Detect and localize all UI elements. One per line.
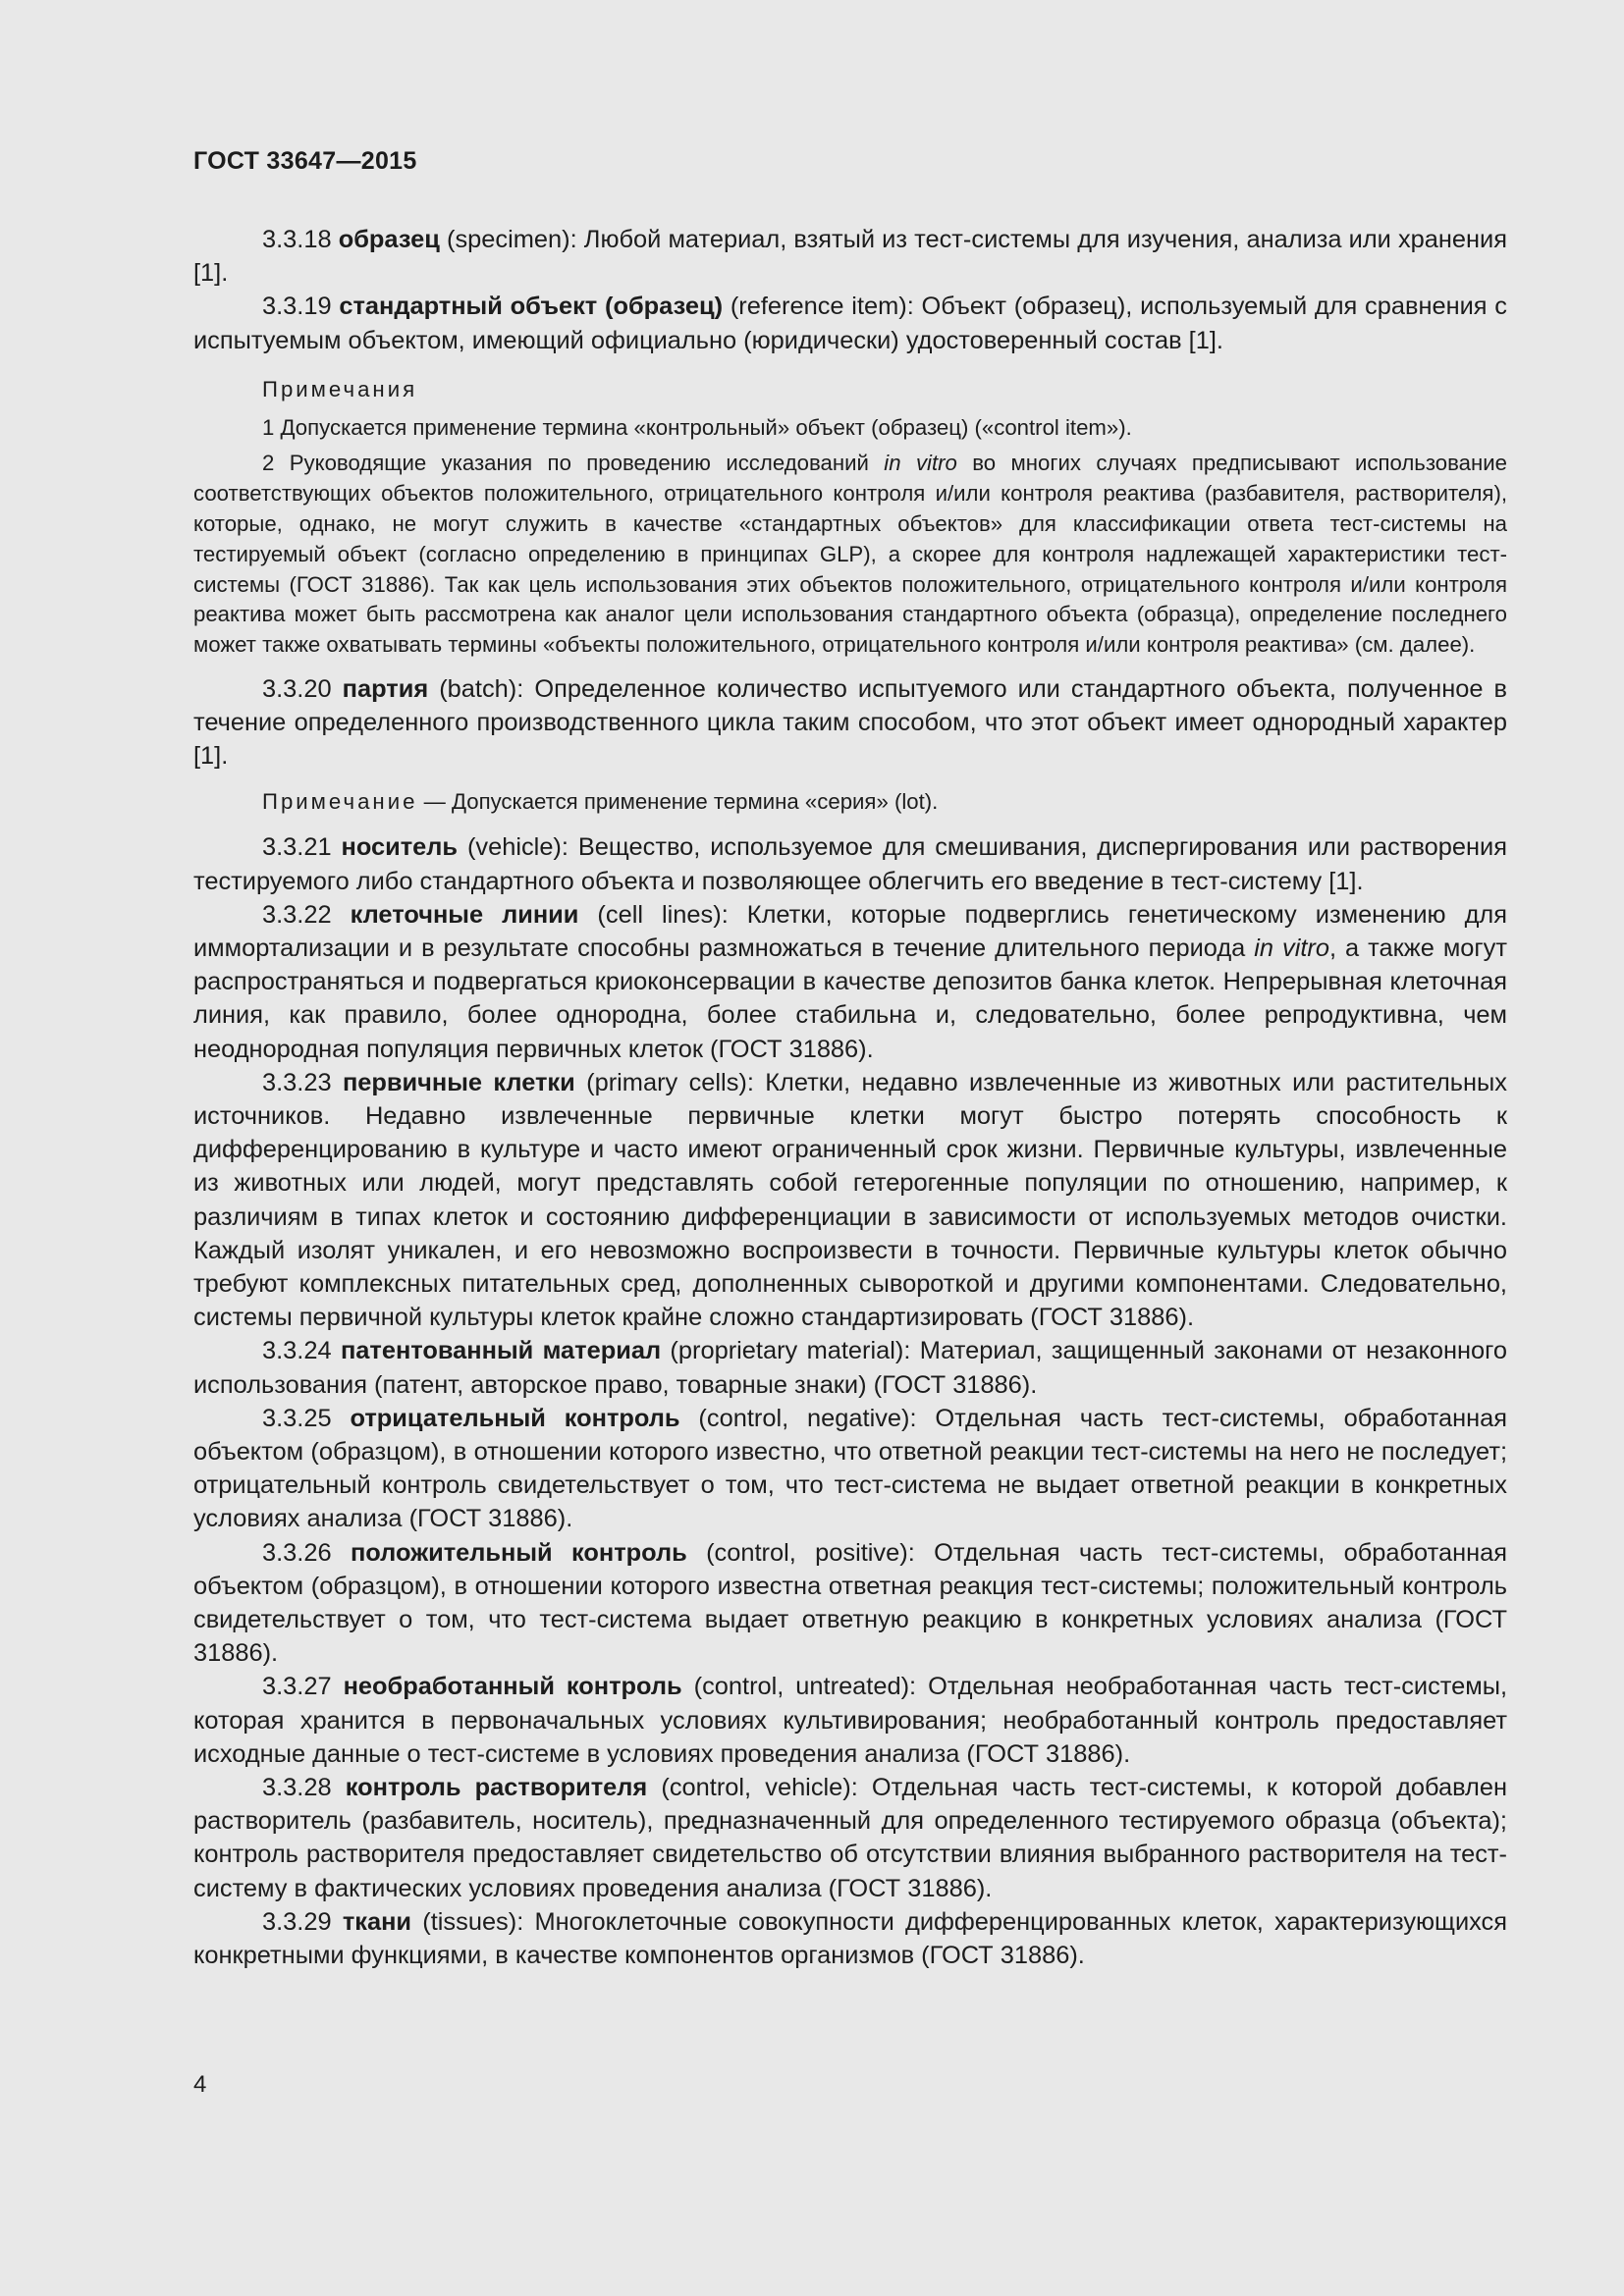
term-name: первичные клетки — [342, 1068, 575, 1096]
term-name: стандартный объект (образец) — [339, 293, 724, 321]
note-1: 1 Допускается применение термина «контрольный» объект (образец) («control item»). — [262, 414, 1132, 440]
term-3-3-21: 3.3.21 носитель (vehicle): Вещество, используемое для смешивания, диспергирования или растворения тестируемого либо стандартного объекта и позволяющее облегчить его введение в тест-систему [1]. — [193, 833, 1507, 895]
term-3-3-25: 3.3.25 отрицательный контроль (control, negative): Отдельная часть тест-системы, обработанная объектом (образцом), в отношении которого известно, что ответной реакции тест-системы на него не последует; отрицательный контроль свидетельствует о том, что тест-система не выдает ответной реакции в конкретных условиях анализа (ГОСТ 31886). — [193, 1404, 1507, 1533]
note-3-3-20: Примечание — Допускается применение термина «серия» (lot). — [262, 788, 939, 814]
term-name: отрицательный контроль — [350, 1404, 680, 1432]
term-name: необработанный контроль — [343, 1673, 682, 1701]
term-3-3-20: 3.3.20 партия (batch): Определенное количество испытуемого или стандартного объекта, полученное в течение определенного производственного цикла таким способом, что этот объект имеет однородный характер [1]. — [193, 674, 1507, 771]
term-name: партия — [342, 674, 429, 703]
document-body — [193, 223, 1507, 1972]
term-3-3-22: 3.3.22 клеточные линии (cell lines): Клетки, которые подверглись генетическому изменению для иммортализации и в результате способны размножаться в течение длительного периода in vitro, а также могут распространяться и подвергаться криоконсервации в качестве депозитов банка клеток. Непрерывная клеточная линия, как правило, более однородна, более стабильна и, следовательно, более репродуктивна, чем неоднородная популяция первичных клеток (ГОСТ 31886). — [193, 900, 1507, 1063]
term-3-3-27: 3.3.27 необработанный контроль (control, untreated): Отдельная необработанная часть тест-системы, которая хранится в первоначальных условиях культивирования; необработанный контроль предоставляет исходные данные о тест-системе в условиях проведения анализа (ГОСТ 31886). — [193, 1673, 1507, 1768]
term-name: положительный контроль — [350, 1538, 687, 1567]
page-number: 4 — [193, 2071, 207, 2098]
term-name: носитель — [341, 833, 459, 862]
note-2: 2 Руководящие указания по проведению исследований in vitro во многих случаях предписывают использование соответствующих объектов положительного, отрицательного контроля и/или контроля реактива (разбавителя, растворителя), которые, однако, не могут служить в качестве «стандартных объектов» для классификации ответа тест-системы на тестируемый объект (согласно определению в принципах GLP), а скорее для контроля надлежащей характеристики тест-системы (ГОСТ 31886). Так как цель использования этих объектов положительного, отрицательного контроля и/или контроля реактива может быть рассмотрена как аналог цели использования стандартного объекта (образца), определение последнего может также охватывать термины «объекты положительного, отрицательного контроля и/или контроля реактива» (см. далее). — [193, 451, 1507, 658]
term-3-3-18: 3.3.18 образец (specimen): Любой материал, взятый из тест-системы для изучения, анализа или хранения [1]. — [193, 226, 1507, 288]
notes-block — [193, 375, 1507, 661]
term-3-3-19: 3.3.19 стандартный объект (образец) (reference item): Объект (образец), используемый для сравнения с испытуемым объектом, имеющий официально (юридически) удостоверенный состав [1]. — [193, 293, 1507, 354]
term-3-3-24: 3.3.24 патентованный материал (proprietary material): Материал, защищенный законами от незаконного использования (патент, авторское право, товарные знаки) (ГОСТ 31886). — [193, 1337, 1507, 1399]
term-name: контроль растворителя — [345, 1774, 648, 1802]
term-3-3-28: 3.3.28 контроль растворителя (control, vehicle): Отдельная часть тест-системы, к которой добавлен растворитель (разбавитель, носитель), предназначенный для определенного тестируемого образца (объекта); контроль растворителя предоставляет свидетельство об отсутствии влияния выбранного растворителя на тест-систему в фактических условиях проведения анализа (ГОСТ 31886). — [193, 1774, 1507, 1902]
term-name: клеточные линии — [350, 900, 579, 929]
term-3-3-26: 3.3.26 положительный контроль (control, positive): Отдельная часть тест-системы, обработанная объектом (образцом), в отношении которого известна ответная реакция тест-системы; положительный контроль свидетельствует о том, что тест-система выдает ответную реакцию в конкретных условиях анализа (ГОСТ 31886). — [193, 1538, 1507, 1668]
term-3-3-23: 3.3.23 первичные клетки (primary cells): Клетки, недавно извлеченные из животных или растительных источников. Недавно извлеченные первичные клетки могут быстро потерять способность к дифференцированию в культуре и часто имеют ограниченный срок жизни. Первичные культуры, извлеченные из животных или людей, могут представлять собой гетерогенные популяции по отношению, например, к различиям в типах клеток и состоянию дифференциации в зависимости от используемых методов очистки. Каждый изолят уникален, и его невозможно воспроизвести в точности. Первичные культуры клеток обычно требуют комплексных питательных сред, дополненных сывороткой и другими компонентами. Следовательно, системы первичной культуры клеток крайне сложно стандартизировать (ГОСТ 31886). — [193, 1068, 1507, 1332]
term-name: ткани — [342, 1907, 412, 1936]
term-name: патентованный материал — [340, 1337, 662, 1365]
document-header: ГОСТ 33647—2015 — [193, 147, 417, 175]
notes-title: Примечания — [262, 376, 418, 401]
term-name: образец — [338, 226, 440, 253]
term-3-3-29: 3.3.29 ткани (tissues): Многоклеточные совокупности дифференцированных клеток, характеризующихся конкретными функциями, в качестве компонентов организмов (ГОСТ 31886). — [193, 1907, 1507, 1970]
